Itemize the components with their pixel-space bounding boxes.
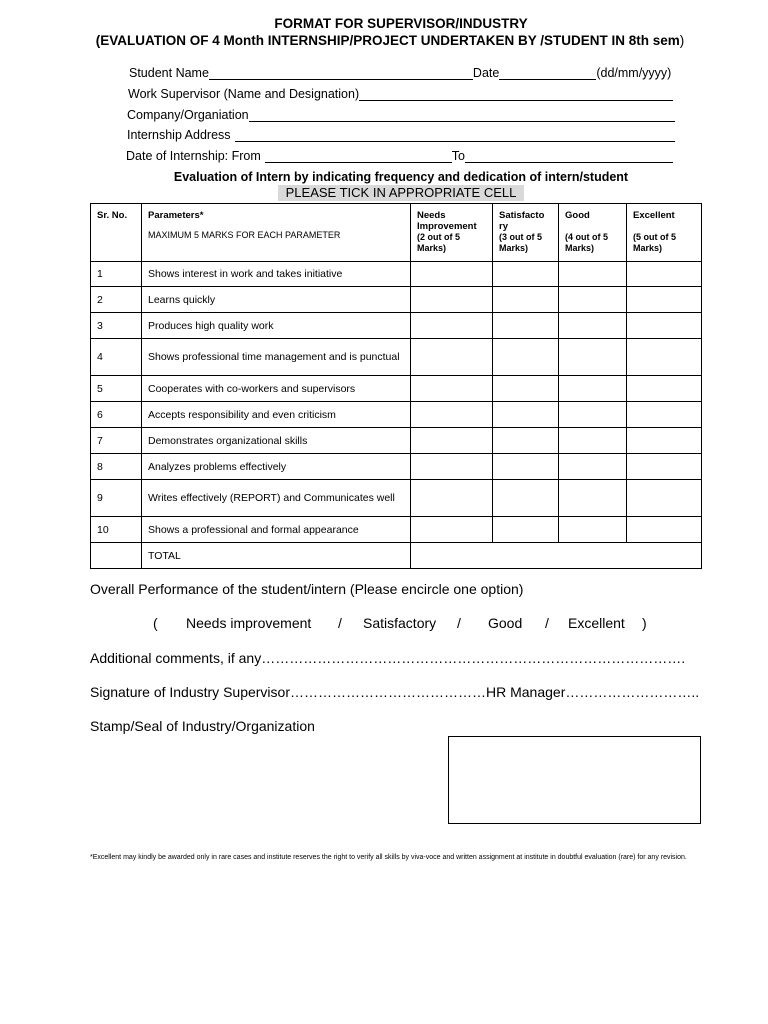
col-good xyxy=(559,204,627,262)
row-parameter: Demonstrates organizational skills xyxy=(142,428,411,454)
col-needs-improvement-marks: (2 out of 5 Marks) xyxy=(417,232,460,253)
tick-cell-good[interactable] xyxy=(559,262,627,287)
tick-cell-good[interactable] xyxy=(559,287,627,313)
internship-address-label: Internship Address xyxy=(127,128,231,142)
tick-cell-good[interactable] xyxy=(559,428,627,454)
from-date-line[interactable] xyxy=(265,150,452,163)
table-row xyxy=(91,517,702,543)
table-row xyxy=(91,313,702,339)
table-row xyxy=(91,428,702,454)
col-good-marks: (4 out of 5 Marks) xyxy=(565,232,608,253)
col-satisfactory-marks: (3 out of 5 Marks) xyxy=(499,232,542,253)
tick-cell-needs-improvement[interactable] xyxy=(411,339,493,376)
option-satisfactory[interactable]: Satisfactory xyxy=(363,615,437,631)
to-label: To xyxy=(451,149,465,163)
col-parameters xyxy=(142,204,411,262)
option-separator: / xyxy=(457,615,461,631)
total-value-cell[interactable] xyxy=(411,543,702,569)
tick-cell-good[interactable] xyxy=(559,376,627,402)
row-parameter: Shows professional time management and is punctual xyxy=(142,339,411,376)
row-parameter: Shows a professional and formal appearance xyxy=(142,517,411,543)
total-row xyxy=(91,543,702,569)
total-label: TOTAL xyxy=(142,543,411,569)
tick-cell-excellent[interactable] xyxy=(627,480,702,517)
row-sr-no: 7 xyxy=(91,428,142,454)
row-sr-no: 4 xyxy=(91,339,142,376)
col-satisfactory xyxy=(493,204,559,262)
company-line[interactable] xyxy=(249,109,675,122)
row-parameter: Learns quickly xyxy=(142,287,411,313)
date-label: Date xyxy=(472,66,500,80)
student-name-line[interactable] xyxy=(209,67,473,80)
col-sr-no-label: Sr. No. xyxy=(97,210,128,221)
row-sr-no: 10 xyxy=(91,517,142,543)
tick-cell-satisfactory[interactable] xyxy=(493,287,559,313)
tick-cell-excellent[interactable] xyxy=(627,454,702,480)
table-row xyxy=(91,376,702,402)
row-parameter: Writes effectively (REPORT) and Communicates well xyxy=(142,480,411,517)
student-name-row xyxy=(129,66,671,80)
row-sr-no: 2 xyxy=(91,287,142,313)
tick-cell-excellent[interactable] xyxy=(627,313,702,339)
from-label: Date of Internship: From xyxy=(126,149,261,163)
table-row xyxy=(91,454,702,480)
footnote: *Excellent may kindly be awarded only in rare cases and institute reserves the right to verify all skills by viva-voce and written assignment at institute in doubtful evaluation (rare) for any revision. xyxy=(90,854,687,861)
option-good[interactable]: Good xyxy=(488,615,523,631)
table-row xyxy=(91,480,702,517)
row-sr-no: 8 xyxy=(91,454,142,480)
tick-cell-satisfactory[interactable] xyxy=(493,313,559,339)
tick-cell-needs-improvement[interactable] xyxy=(411,262,493,287)
tick-cell-satisfactory[interactable] xyxy=(493,402,559,428)
company-label: Company/Organiation xyxy=(127,108,249,122)
row-sr-no: 1 xyxy=(91,262,142,287)
col-parameters-note: MAXIMUM 5 MARKS FOR EACH PARAMETER xyxy=(148,230,341,240)
internship-dates-row xyxy=(126,149,673,163)
options-open-paren: ( xyxy=(153,615,158,631)
tick-cell-excellent[interactable] xyxy=(627,402,702,428)
tick-cell-needs-improvement[interactable] xyxy=(411,402,493,428)
tick-cell-excellent[interactable] xyxy=(627,428,702,454)
internship-address-row xyxy=(127,128,675,142)
table-row xyxy=(91,339,702,376)
form-subtitle-close: ) xyxy=(679,33,685,48)
signature-line[interactable]: Signature of Industry Supervisor……………………………………HR Manager……………………….. xyxy=(90,684,700,700)
option-separator: / xyxy=(545,615,549,631)
tick-cell-good[interactable] xyxy=(559,517,627,543)
options-close-paren: ) xyxy=(642,615,647,631)
row-sr-no: 9 xyxy=(91,480,142,517)
tick-cell-satisfactory[interactable] xyxy=(493,517,559,543)
form-title: FORMAT FOR SUPERVISOR/INDUSTRY xyxy=(274,16,528,31)
additional-comments[interactable]: Additional comments, if any………………………………………………………………………………. xyxy=(90,650,686,666)
stamp-box[interactable] xyxy=(448,736,701,824)
col-good-label: Good xyxy=(565,210,590,221)
tick-cell-needs-improvement[interactable] xyxy=(411,480,493,517)
tick-cell-excellent[interactable] xyxy=(627,517,702,543)
row-sr-no: 3 xyxy=(91,313,142,339)
tick-cell-good[interactable] xyxy=(559,454,627,480)
col-satisfactory-label: Satisfacto ry xyxy=(499,210,545,232)
total-sr-cell xyxy=(91,543,142,569)
tick-cell-excellent[interactable] xyxy=(627,339,702,376)
option-excellent[interactable]: Excellent xyxy=(568,615,625,631)
overall-options xyxy=(0,615,768,635)
col-excellent-marks: (5 out of 5 Marks) xyxy=(633,232,676,253)
stamp-label: Stamp/Seal of Industry/Organization xyxy=(90,718,315,734)
company-row xyxy=(127,108,675,122)
table-row xyxy=(91,402,702,428)
to-date-line[interactable] xyxy=(465,150,673,163)
work-supervisor-label: Work Supervisor (Name and Designation) xyxy=(128,87,360,101)
tick-cell-excellent[interactable] xyxy=(627,287,702,313)
tick-cell-satisfactory[interactable] xyxy=(493,339,559,376)
table-row xyxy=(91,287,702,313)
tick-cell-satisfactory[interactable] xyxy=(493,480,559,517)
form-subtitle-text: (EVALUATION OF 4 Month INTERNSHIP/PROJECT UNDERTAKEN BY /STUDENT IN 8th sem xyxy=(95,33,680,48)
tick-cell-satisfactory[interactable] xyxy=(493,262,559,287)
tick-cell-excellent[interactable] xyxy=(627,376,702,402)
col-excellent xyxy=(627,204,702,262)
tick-cell-excellent[interactable] xyxy=(627,262,702,287)
tick-cell-good[interactable] xyxy=(559,480,627,517)
row-parameter: Shows interest in work and takes initiative xyxy=(142,262,411,287)
table-header-row xyxy=(91,204,702,262)
date-format-label: (dd/mm/yyyy) xyxy=(596,66,672,80)
form-subtitle xyxy=(0,33,768,48)
internship-address-line[interactable] xyxy=(235,129,675,142)
tick-cell-needs-improvement[interactable] xyxy=(411,313,493,339)
date-line[interactable] xyxy=(499,67,596,80)
row-sr-no: 6 xyxy=(91,402,142,428)
tick-cell-good[interactable] xyxy=(559,313,627,339)
tick-cell-good[interactable] xyxy=(559,402,627,428)
evaluation-heading: Evaluation of Intern by indicating frequency and dedication of intern/student xyxy=(173,170,629,184)
table-row xyxy=(91,262,702,287)
row-parameter: Accepts responsibility and even criticism xyxy=(142,402,411,428)
col-needs-improvement xyxy=(411,204,493,262)
row-parameter: Produces high quality work xyxy=(142,313,411,339)
col-sr-no xyxy=(91,204,142,262)
tick-cell-satisfactory[interactable] xyxy=(493,428,559,454)
col-needs-improvement-label: Needs Improvement xyxy=(417,210,477,232)
work-supervisor-row xyxy=(128,87,673,101)
parameter-rows xyxy=(91,262,702,543)
student-name-label: Student Name xyxy=(129,66,209,80)
tick-cell-needs-improvement[interactable] xyxy=(411,287,493,313)
col-parameters-label: Parameters* xyxy=(148,210,204,221)
option-needs-improvement[interactable]: Needs improvement xyxy=(186,615,312,631)
tick-cell-needs-improvement[interactable] xyxy=(411,428,493,454)
overall-performance-prompt: Overall Performance of the student/intern (Please encircle one option) xyxy=(90,581,524,597)
row-parameter: Analyzes problems effectively xyxy=(142,454,411,480)
tick-cell-needs-improvement[interactable] xyxy=(411,454,493,480)
row-parameter: Cooperates with co-workers and supervisors xyxy=(142,376,411,402)
option-separator: / xyxy=(338,615,342,631)
col-excellent-label: Excellent xyxy=(633,210,675,221)
tick-cell-needs-improvement[interactable] xyxy=(411,517,493,543)
tick-instruction: PLEASE TICK IN APPROPRIATE CELL xyxy=(278,185,524,201)
evaluation-table xyxy=(90,203,702,569)
row-sr-no: 5 xyxy=(91,376,142,402)
work-supervisor-line[interactable] xyxy=(359,88,673,101)
tick-cell-satisfactory[interactable] xyxy=(493,376,559,402)
tick-cell-needs-improvement[interactable] xyxy=(411,376,493,402)
tick-cell-good[interactable] xyxy=(559,339,627,376)
tick-cell-satisfactory[interactable] xyxy=(493,454,559,480)
